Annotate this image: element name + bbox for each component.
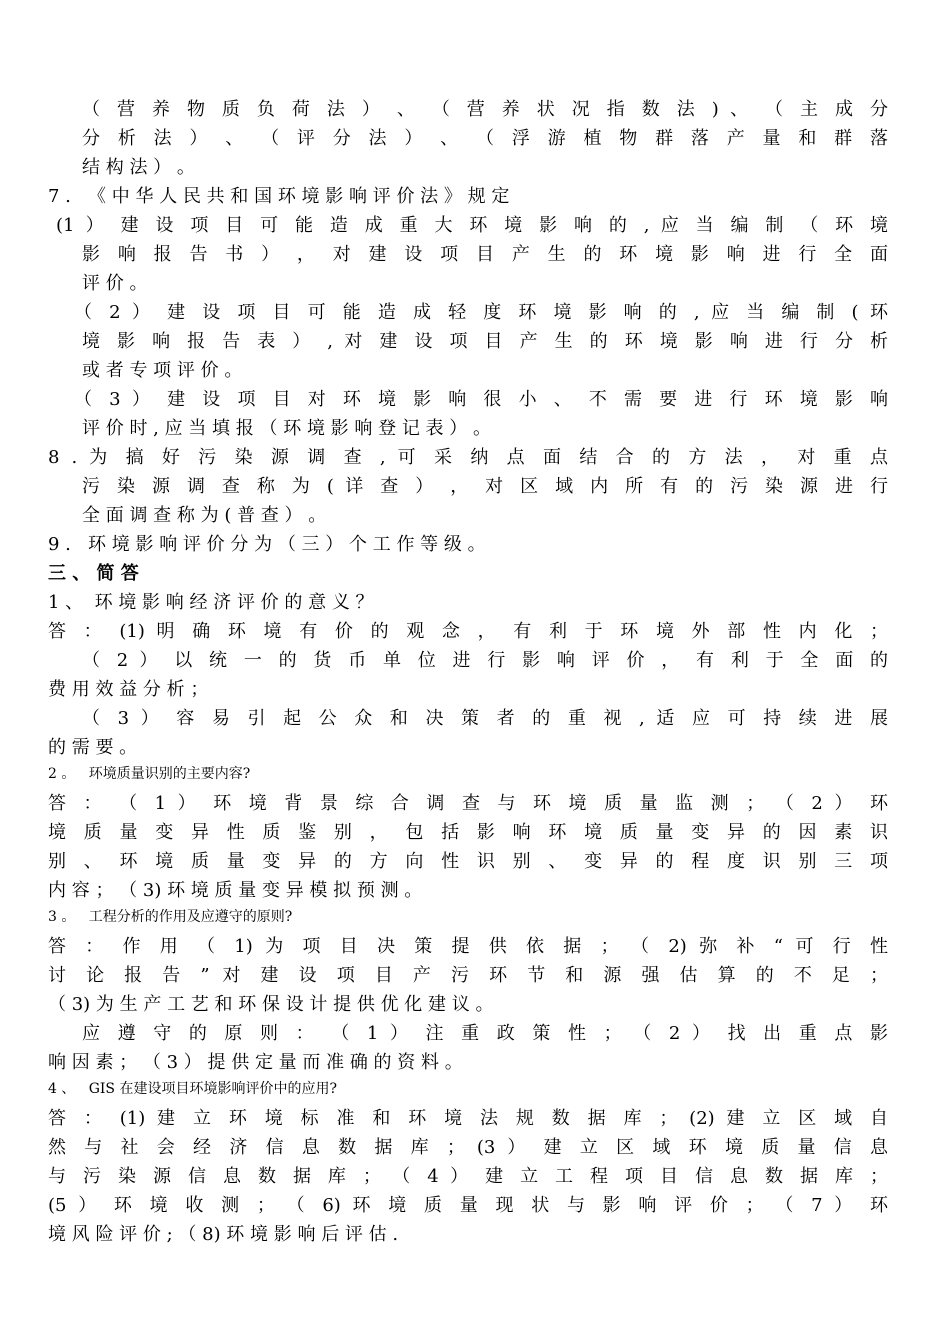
text-line: 讨 论 报 告 ” 对 建 设 项 目 产 污 环 节 和 源 强 估 算 的 不 足 ； <box>48 965 888 986</box>
text-line: 应 遵 守 的 原 则 ： （ 1 ） 注 重 政 策 性 ； （ 2 ） 找 出 重 点 影 <box>82 1023 888 1044</box>
text-line: 境 影 响 报 告 表 ） , 对 建 设 项 目 产 生 的 环 境 影 响 进 行 分 析 <box>82 331 888 352</box>
text-line: 结 构 法 ） 。 <box>82 157 195 178</box>
text-line: 分 析 法 ） 、 （ 评 分 法 ） 、 （ 浮 游 植 物 群 落 产 量 和 群 落 <box>82 128 888 149</box>
text-line: 影 响 报 告 书 ） ， 对 建 设 项 目 产 生 的 环 境 影 响 进 行 全 面 <box>82 244 888 265</box>
text-line: 境 质 量 变 异 性 质 鉴 别 ， 包 括 影 响 环 境 质 量 变 异 的 因 素 识 <box>48 822 888 843</box>
text-line: 或 者 专 项 评 价 。 <box>82 360 243 381</box>
text-line: 费 用 效 益 分 析 ； <box>48 679 209 700</box>
text-line: 答 ： （ 1 ） 环 境 背 景 综 合 调 查 与 环 境 质 量 监 测 ； （ 2 ） 环 <box>48 793 888 814</box>
text-line: 全 面 调 查 称 为 ( 普 查 ） 。 <box>82 505 327 526</box>
section-heading: 三 、 简 答 <box>48 563 139 584</box>
question-heading-1: 1 、 环 境 影 响 经 济 评 价 的 意 义 ？ <box>48 592 374 613</box>
text-line: 评 价 时 , 应 当 填 报 （ 环 境 影 响 登 记 表 ） 。 <box>82 418 491 439</box>
text-line: （ 2 ） 以 统 一 的 货 币 单 位 进 行 影 响 评 价 ， 有 利 于 全 面 的 <box>82 650 888 671</box>
text-line: 答 ： (1) 建 立 环 境 标 准 和 环 境 法 规 数 据 库 ； (2) 建 立 区 域 自 <box>48 1108 888 1129</box>
text-line: (5 ） 环 境 收 测 ； （ 6) 环 境 质 量 现 状 与 影 响 评 价 ； （ 7 ） 环 <box>48 1195 888 1216</box>
text-line: （ 3 ） 建 设 项 目 对 环 境 影 响 很 小 、 不 需 要 进 行 环 境 影 响 <box>74 389 888 410</box>
text-line: 然 与 社 会 经 济 信 息 数 据 库 ； (3 ） 建 立 区 域 环 境 质 量 信 息 <box>48 1137 888 1158</box>
text-line: （ 3) 为 生 产 工 艺 和 环 保 设 计 提 供 优 化 建 议 。 <box>48 994 494 1015</box>
item-heading-8: 8 . 为 搞 好 污 染 源 调 查 , 可 采 纳 点 面 结 合 的 方 法 ， 对 重 点 <box>48 447 888 468</box>
text-line: 评 价 。 <box>82 273 148 294</box>
text-line: 响 因 素 ； （ 3 ） 提 供 定 量 而 准 确 的 资 料 。 <box>48 1052 463 1073</box>
text-line: 的 需 要 。 <box>48 737 138 758</box>
item-heading-9: 9 . 环 境 影 响 评 价 分 为 （ 三 ） 个 工 作 等 级 。 <box>48 534 486 555</box>
question-heading-2: 2 。 环境质量识别的主要内容? <box>48 766 251 782</box>
text-line: （ 3 ） 容 易 引 起 公 众 和 决 策 者 的 重 视 , 适 应 可 持 续 进 展 <box>82 708 888 729</box>
text-line: (1 ） 建 设 项 目 可 能 造 成 重 大 环 境 影 响 的 , 应 当 编 制 （ 环 境 <box>56 215 888 236</box>
text-line: 答 ： 作 用 （ 1) 为 项 目 决 策 提 供 依 据 ； （ 2) 弥 补 “ 可 行 性 <box>48 936 888 957</box>
text-line: 与 污 染 源 信 息 数 据 库 ； （ 4 ） 建 立 工 程 项 目 信 息 数 据 库 ； <box>48 1166 888 1187</box>
item-heading-7: 7 . 《 中 华 人 民 共 和 国 环 境 影 响 评 价 法 》 规 定 <box>48 186 510 207</box>
text-line: （ 营 养 物 质 负 荷 法 ） 、 （ 营 养 状 况 指 数 法 ) 、 （ 主 成 分 <box>82 99 888 120</box>
text-line: 别 、 环 境 质 量 变 异 的 方 向 性 识 别 、 变 异 的 程 度 识 别 三 项 <box>48 851 888 872</box>
question-heading-4: 4 、 GIS 在建设项目环境影响评价中的应用? <box>48 1081 337 1097</box>
text-line: 内 容 ； （ 3) 环 境 质 量 变 异 模 拟 预 测 。 <box>48 880 423 901</box>
text-line: 境 风 险 评 价 ; （ 8) 环 境 影 响 后 评 估 . <box>48 1224 399 1245</box>
text-line: （ 2 ） 建 设 项 目 可 能 造 成 轻 度 环 境 影 响 的 , 应 当 编 制 ( 环 <box>74 302 888 323</box>
question-heading-3: 3 。 工程分析的作用及应遵守的原则? <box>48 909 293 925</box>
text-line: 污 染 源 调 查 称 为 ( 详 查 ） ， 对 区 域 内 所 有 的 污 染 源 进 行 <box>82 476 888 497</box>
text-line: 答 ： (1) 明 确 环 境 有 价 的 观 念 ， 有 利 于 环 境 外 部 性 内 化 ； <box>48 621 888 642</box>
